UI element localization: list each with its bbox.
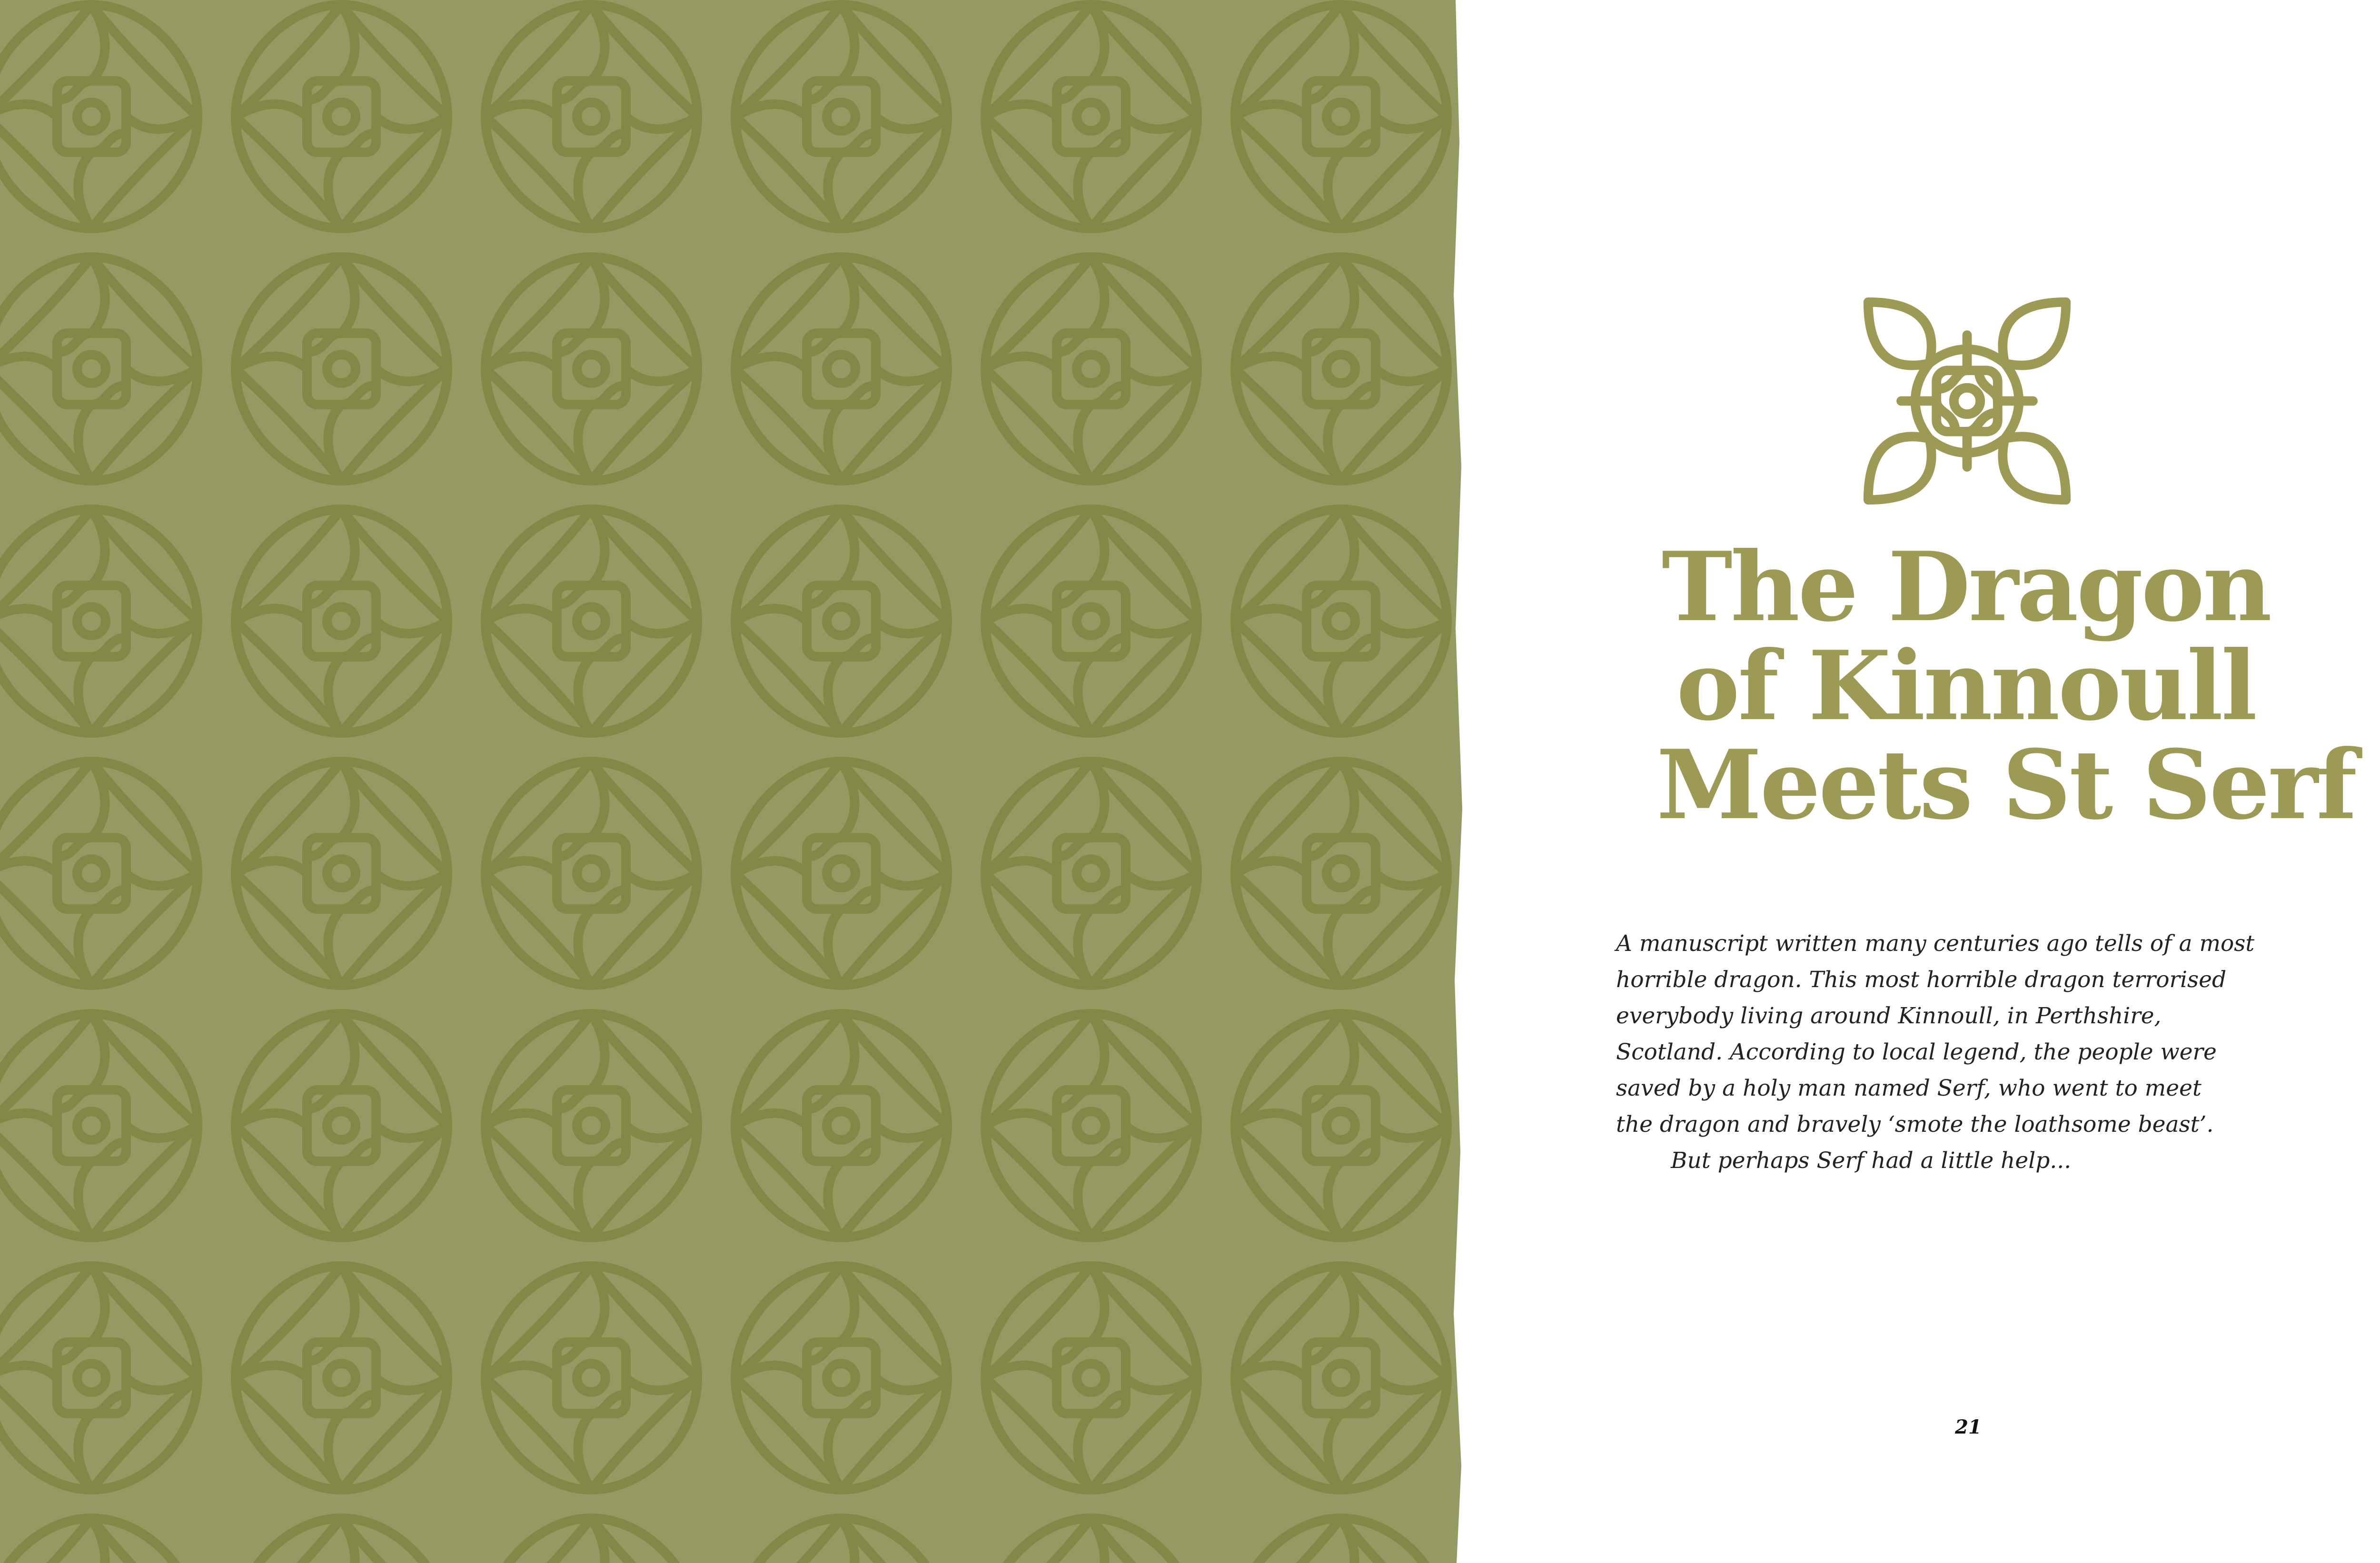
body-text-line: everybody living around Kinnoull, in Perthshire, — [1616, 1003, 2162, 1029]
body-text-line: saved by a holy man named Serf, who went to meet — [1616, 1075, 2202, 1101]
body-text-last-line: But perhaps Serf had a little help... — [1671, 1148, 2072, 1174]
body-text-line: horrible dragon. This most horrible dragon terrorised — [1616, 967, 2227, 993]
celtic-knot-ornament-icon — [1859, 293, 2075, 509]
body-text-line: A manuscript written many centuries ago tells of a most — [1616, 930, 2255, 957]
chapter-title — [1656, 531, 2356, 841]
chapter-title-line: Meets St Serf — [1656, 729, 2356, 841]
intro-paragraph — [1616, 926, 2320, 1179]
page-number: 21 — [1955, 1416, 1982, 1438]
chapter-title-line: The Dragon — [1661, 531, 2271, 643]
chapter-title-line: of Kinnoull — [1676, 630, 2256, 742]
body-text-line: Scotland. According to local legend, the people were — [1616, 1039, 2217, 1065]
body-text-line: the dragon and bravely ‘smote the loathsome beast’. — [1616, 1111, 2214, 1138]
